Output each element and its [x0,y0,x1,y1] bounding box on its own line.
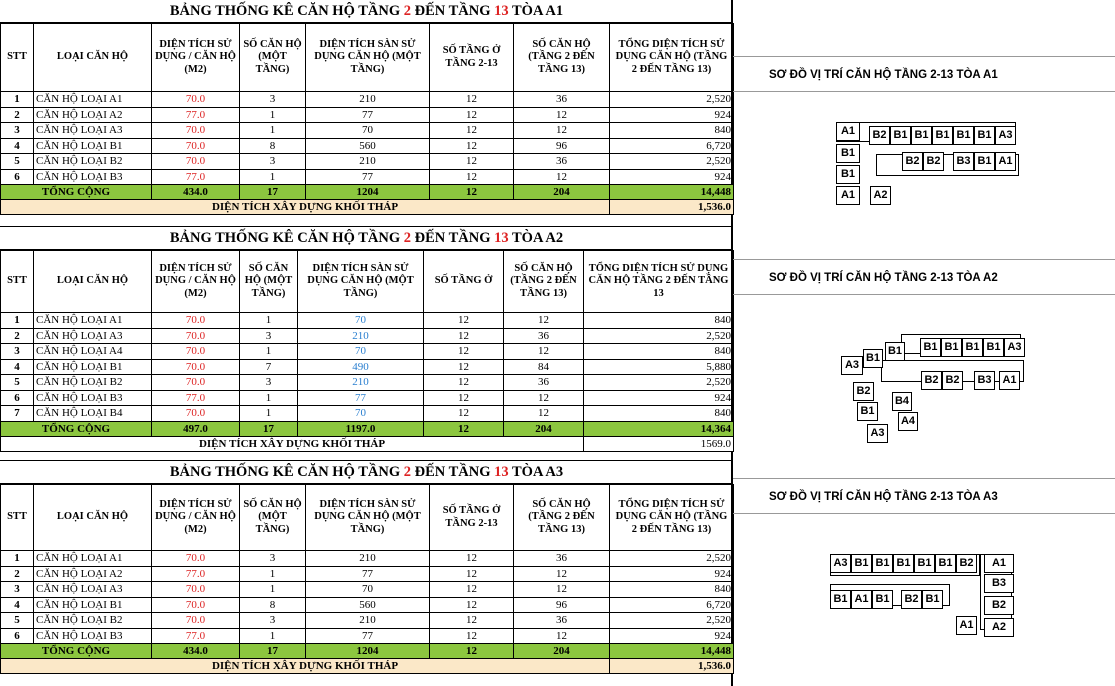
table-row [1,566,734,582]
table-cell: 1 [240,123,306,139]
table-cell: 4 [1,138,34,154]
table-cell: 840 [610,123,734,139]
table-cell: CĂN HỘ LOẠI A1 [34,92,152,108]
table-cell: 3 [240,154,306,170]
table-row [1,107,734,123]
table-cell: 560 [306,597,430,613]
table-cell: 70 [306,582,430,598]
table-cell: 70.0 [152,613,240,629]
table-row [1,154,734,170]
apartment-unit: B1 [962,338,983,357]
total-row [1,421,734,436]
apartment-unit: B1 [872,554,893,573]
table-row [1,169,734,185]
col-dtsd: DIỆN TÍCH SỬ DỤNG / CĂN HỘ (M2) [152,251,240,313]
table-row [1,613,734,629]
apartment-unit: A1 [836,122,860,141]
col-dtsan: DIỆN TÍCH SÀN SỬ DỤNG CĂN HỘ (MỘT TẦNG) [306,485,430,551]
total-cell: 1197.0 [298,421,424,436]
table-row [1,406,734,422]
apartment-unit: A3 [830,554,851,573]
table-row [1,344,734,360]
apartment-unit: B1 [953,126,974,145]
table-cell: 8 [240,138,306,154]
table-cell: 36 [514,613,610,629]
col-socan: SỐ CĂN HỘ (MỘT TẦNG) [240,251,298,313]
apartment-unit: A1 [999,371,1020,390]
table-cell: CĂN HỘ LOẠI A3 [34,123,152,139]
table-cell: 2,520 [610,92,734,108]
table-cell: 12 [514,566,610,582]
table-cell: 2 [1,566,34,582]
table-cell: 1 [240,313,298,329]
apartment-unit: B1 [890,126,911,145]
table-cell: 12 [424,390,504,406]
apartment-unit: B1 [914,554,935,573]
col-tong: TỔNG DIỆN TÍCH SỬ DỤNG CĂN HỘ (TẦNG 2 ĐẾN TẦNG 13) [610,24,734,92]
apartment-unit: B3 [984,574,1014,593]
apartment-unit: A2 [870,186,891,205]
table-cell: 77 [306,628,430,644]
table-cell: 12 [514,169,610,185]
col-stt: STT [1,24,34,92]
table-row [1,551,734,567]
table-cell: 8 [240,597,306,613]
table-cell: 924 [610,628,734,644]
apartment-unit: A3 [841,356,863,375]
col-socan-213: SỐ CĂN HỘ (TẦNG 2 ĐẾN TẦNG 13) [514,24,610,92]
total-cell: 1204 [306,185,430,200]
col-loai: LOẠI CĂN HỘ [34,251,152,313]
table-cell: 210 [306,92,430,108]
apartment-unit: B1 [836,144,860,163]
apartment-unit: B1 [974,126,995,145]
table-cell: 12 [504,344,584,360]
table-cell: 12 [424,406,504,422]
table-cell: 7 [1,406,34,422]
diagram-title-a3: SƠ ĐỒ VỊ TRÍ CĂN HỘ TẦNG 2-13 TÒA A3 [733,478,1115,514]
total-cell: 204 [514,644,610,659]
col-socan-213: SỐ CĂN HỘ (TẦNG 2 ĐẾN TẦNG 13) [504,251,584,313]
apartment-unit: B1 [851,554,872,573]
apartment-unit: A3 [995,126,1016,145]
table-cell: CĂN HỘ LOẠI B3 [34,628,152,644]
table-cell: 1 [1,313,34,329]
table-cell: 84 [504,359,584,375]
col-sotang: SỐ TẦNG Ở TẦNG 2-13 [430,24,514,92]
table-row [1,359,734,375]
table-row [1,390,734,406]
table-cell: 12 [514,582,610,598]
table-cell: 6 [1,628,34,644]
table-cell: 2 [1,328,34,344]
data-table [0,23,734,215]
table-cell: 36 [504,375,584,391]
table-cell: 1 [240,628,306,644]
total-cell: 17 [240,644,306,659]
table-cell: 96 [514,138,610,154]
table-a3 [0,460,733,674]
table-a1 [0,0,733,215]
data-table [0,250,734,452]
table-cell: 77.0 [152,169,240,185]
table-cell: 70.0 [152,92,240,108]
table-cell: 4 [1,359,34,375]
col-sotang: SỐ TẦNG Ở TẦNG 2-13 [430,485,514,551]
table-a2 [0,226,733,452]
table-row [1,92,734,108]
table-cell: CĂN HỘ LOẠI B3 [34,169,152,185]
table-cell: 12 [430,582,514,598]
total-cell: 204 [504,421,584,436]
table-cell: 70 [298,344,424,360]
table-cell: 840 [584,313,734,329]
apartment-unit: B1 [922,590,943,609]
table-cell: 1 [1,92,34,108]
apartment-unit: A4 [898,412,918,431]
total-cell: 14,448 [610,185,734,200]
apartment-unit: B2 [921,371,942,390]
col-sotang: SỐ TẦNG Ở [424,251,504,313]
table-cell: 12 [514,107,610,123]
area-value: 1,536.0 [610,659,734,674]
table-cell: 3 [240,551,306,567]
apartment-unit: A3 [867,424,888,443]
apartment-unit: B2 [869,126,890,145]
apartment-unit: B1 [885,342,905,361]
table-cell: 1 [240,566,306,582]
table-cell: 1 [240,344,298,360]
total-label: TỔNG CỘNG [1,644,152,659]
table-cell: 3 [1,123,34,139]
table-cell: 70.0 [152,551,240,567]
col-socan: SỐ CĂN HỘ (MỘT TẦNG) [240,24,306,92]
table-cell: 70.0 [152,597,240,613]
total-cell: 434.0 [152,185,240,200]
table-row [1,597,734,613]
area-label: DIỆN TÍCH XÂY DỰNG KHỐI THÁP [1,200,610,215]
table-cell: 12 [430,613,514,629]
table-cell: 12 [430,551,514,567]
table-cell: 70.0 [152,406,240,422]
table-cell: 3 [240,375,298,391]
apartment-unit: A1 [851,590,872,609]
total-label: TỔNG CỘNG [1,185,152,200]
table-cell: 77.0 [152,390,240,406]
table-cell: CĂN HỘ LOẠI A1 [34,551,152,567]
table-cell: 840 [610,582,734,598]
table-cell: 1 [240,582,306,598]
table-cell: 12 [430,123,514,139]
total-cell: 12 [430,185,514,200]
table-cell: 12 [430,597,514,613]
table-cell: 36 [514,92,610,108]
col-dtsan: DIỆN TÍCH SÀN SỬ DỤNG CĂN HỘ (MỘT TẦNG) [306,24,430,92]
table-cell: 2,520 [584,375,734,391]
table-cell: 4 [1,597,34,613]
table-cell: 12 [430,154,514,170]
table-cell: 36 [514,154,610,170]
table-cell: 3 [240,613,306,629]
apartment-unit: B2 [956,554,977,573]
apartment-unit: B2 [853,382,874,401]
apartment-unit: B1 [932,126,953,145]
table-title: BẢNG THỐNG KÊ CĂN HỘ TẦNG 2 ĐẾN TẦNG 13 TÒA A3 [0,460,733,484]
table-cell: 12 [424,313,504,329]
table-cell: 70.0 [152,328,240,344]
table-cell: CĂN HỘ LOẠI A3 [34,582,152,598]
diagram-title-a2: SƠ ĐỒ VỊ TRÍ CĂN HỘ TẦNG 2-13 TÒA A2 [733,259,1115,295]
table-row [1,138,734,154]
apartment-unit: B1 [983,338,1004,357]
apartment-unit: B2 [923,152,944,171]
col-dtsd: DIỆN TÍCH SỬ DỤNG / CĂN HỘ (M2) [152,485,240,551]
apartment-unit: A1 [995,152,1016,171]
diagram-title-a1: SƠ ĐỒ VỊ TRÍ CĂN HỘ TẦNG 2-13 TÒA A1 [733,56,1115,92]
table-cell: CĂN HỘ LOẠI B1 [34,359,152,375]
table-cell: 5 [1,375,34,391]
table-cell: 96 [514,597,610,613]
table-cell: 210 [298,328,424,344]
table-cell: 7 [240,359,298,375]
apartment-unit: B4 [892,392,912,411]
area-row [1,659,734,674]
table-row [1,628,734,644]
total-cell: 17 [240,421,298,436]
total-label: TỔNG CỘNG [1,421,152,436]
total-cell: 17 [240,185,306,200]
apartment-unit: B3 [974,371,995,390]
apartment-unit: B2 [942,371,963,390]
table-cell: 70.0 [152,344,240,360]
apartment-unit: B1 [920,338,941,357]
area-row [1,200,734,215]
area-row [1,436,734,451]
table-cell: 12 [430,107,514,123]
table-cell: 70.0 [152,154,240,170]
table-cell: 210 [306,154,430,170]
table-cell: CĂN HỘ LOẠI A4 [34,344,152,360]
total-cell: 14,448 [610,644,734,659]
apartment-unit: A2 [984,618,1014,637]
table-cell: 12 [430,628,514,644]
table-cell: 77 [306,169,430,185]
table-cell: 77 [306,107,430,123]
col-stt: STT [1,485,34,551]
table-cell: 1 [240,390,298,406]
table-cell: CĂN HỘ LOẠI B2 [34,154,152,170]
apartment-unit: B1 [830,590,851,609]
table-cell: 77 [298,390,424,406]
table-cell: 210 [306,551,430,567]
table-cell: 70.0 [152,313,240,329]
apartment-unit: B1 [893,554,914,573]
apartment-unit: A1 [836,186,860,205]
table-cell: 77.0 [152,566,240,582]
apartment-unit: B1 [935,554,956,573]
total-cell: 434.0 [152,644,240,659]
table-cell: 2,520 [610,613,734,629]
table-cell: 1 [1,551,34,567]
table-cell: 70.0 [152,582,240,598]
table-cell: 12 [504,406,584,422]
table-cell: 12 [514,123,610,139]
col-tong: TỔNG DIỆN TÍCH SỬ DỤNG CĂN HỘ TẦNG 2 ĐẾN TẦNG 13 [584,251,734,313]
table-cell: 12 [430,566,514,582]
table-cell: 12 [430,169,514,185]
table-cell: 70.0 [152,375,240,391]
table-cell: 12 [430,138,514,154]
table-cell: 70.0 [152,138,240,154]
table-cell: 1 [240,406,298,422]
total-cell: 12 [430,644,514,659]
apartment-unit: A3 [1004,338,1025,357]
diagram-panel [733,0,1115,686]
apartment-unit: B1 [836,165,860,184]
table-cell: 12 [424,344,504,360]
table-cell: 36 [504,328,584,344]
table-cell: 210 [306,613,430,629]
table-cell: 924 [584,390,734,406]
table-cell: CĂN HỘ LOẠI B1 [34,138,152,154]
area-label: DIỆN TÍCH XÂY DỰNG KHỐI THÁP [1,659,610,674]
table-cell: CĂN HỘ LOẠI B3 [34,390,152,406]
table-cell: 2,520 [610,154,734,170]
apartment-unit: A1 [984,554,1014,573]
table-cell: 3 [240,92,306,108]
table-cell: 36 [514,551,610,567]
table-cell: 70 [298,313,424,329]
table-cell: CĂN HỘ LOẠI B4 [34,406,152,422]
table-cell: 924 [610,107,734,123]
total-cell: 14,364 [584,421,734,436]
table-row [1,328,734,344]
table-row [1,375,734,391]
table-cell: 6 [1,390,34,406]
apartment-unit: B1 [911,126,932,145]
area-value: 1569.0 [584,436,734,451]
table-cell: 2,520 [610,551,734,567]
col-loai: LOẠI CĂN HỘ [34,485,152,551]
table-cell: 5,880 [584,359,734,375]
apartment-unit: B2 [984,596,1014,615]
total-cell: 497.0 [152,421,240,436]
table-cell: 2,520 [584,328,734,344]
total-row [1,185,734,200]
table-cell: 490 [298,359,424,375]
table-cell: 6,720 [610,138,734,154]
apartment-unit: B1 [941,338,962,357]
table-cell: 924 [610,169,734,185]
table-row [1,582,734,598]
table-row [1,123,734,139]
col-tong: TỔNG DIỆN TÍCH SỬ DỤNG CĂN HỘ (TẦNG 2 ĐẾN TẦNG 13) [610,485,734,551]
table-cell: 1 [240,107,306,123]
table-cell: 840 [584,344,734,360]
table-cell: 12 [504,390,584,406]
apartment-unit: B1 [974,152,995,171]
table-cell: 12 [424,328,504,344]
table-cell: CĂN HỘ LOẠI B2 [34,375,152,391]
table-cell: CĂN HỘ LOẠI A1 [34,313,152,329]
apartment-unit: B1 [872,590,893,609]
table-title: BẢNG THỐNG KÊ CĂN HỘ TẦNG 2 ĐẾN TẦNG 13 TÒA A1 [0,0,733,23]
total-cell: 1204 [306,644,430,659]
table-cell: 3 [1,582,34,598]
table-cell: 840 [584,406,734,422]
table-cell: 210 [298,375,424,391]
table-cell: 3 [1,344,34,360]
col-socan: SỐ CĂN HỘ (MỘT TẦNG) [240,485,306,551]
apartment-unit: B1 [863,349,883,368]
total-cell: 204 [514,185,610,200]
table-cell: 12 [514,628,610,644]
table-cell: CĂN HỘ LOẠI A3 [34,328,152,344]
table-cell: CĂN HỘ LOẠI A2 [34,566,152,582]
apartment-unit: B1 [857,402,878,421]
table-cell: 12 [430,92,514,108]
table-row [1,313,734,329]
data-table [0,484,734,674]
area-label: DIỆN TÍCH XÂY DỰNG KHỐI THÁP [1,436,584,451]
table-cell: 6,720 [610,597,734,613]
table-cell: 12 [504,313,584,329]
table-cell: CĂN HỘ LOẠI B2 [34,613,152,629]
apartment-unit: B3 [953,152,974,171]
table-cell: 77 [306,566,430,582]
table-cell: 70.0 [152,123,240,139]
table-cell: 1 [240,169,306,185]
table-cell: 70 [306,123,430,139]
col-loai: LOẠI CĂN HỘ [34,24,152,92]
apartment-unit: B2 [902,152,923,171]
col-dtsd: DIỆN TÍCH SỬ DỤNG / CĂN HỘ (M2) [152,24,240,92]
table-cell: 5 [1,154,34,170]
table-cell: 12 [424,359,504,375]
table-cell: 3 [240,328,298,344]
area-value: 1,536.0 [610,200,734,215]
table-cell: 12 [424,375,504,391]
table-cell: 924 [610,566,734,582]
table-cell: 560 [306,138,430,154]
col-socan-213: SỐ CĂN HỘ (TẦNG 2 ĐẾN TẦNG 13) [514,485,610,551]
col-dtsan: DIỆN TÍCH SÀN SỬ DỤNG CĂN HỘ (MỘT TẦNG) [298,251,424,313]
table-cell: 77.0 [152,628,240,644]
col-stt: STT [1,251,34,313]
table-cell: CĂN HỘ LOẠI B1 [34,597,152,613]
table-cell: 2 [1,107,34,123]
table-title: BẢNG THỐNG KÊ CĂN HỘ TẦNG 2 ĐẾN TẦNG 13 TÒA A2 [0,226,733,250]
table-cell: 77.0 [152,107,240,123]
table-cell: 5 [1,613,34,629]
table-cell: CĂN HỘ LOẠI A2 [34,107,152,123]
apartment-unit: A1 [956,616,977,635]
apartment-unit: B2 [901,590,922,609]
total-row [1,644,734,659]
table-cell: 70 [298,406,424,422]
table-cell: 70.0 [152,359,240,375]
total-cell: 12 [424,421,504,436]
table-cell: 6 [1,169,34,185]
